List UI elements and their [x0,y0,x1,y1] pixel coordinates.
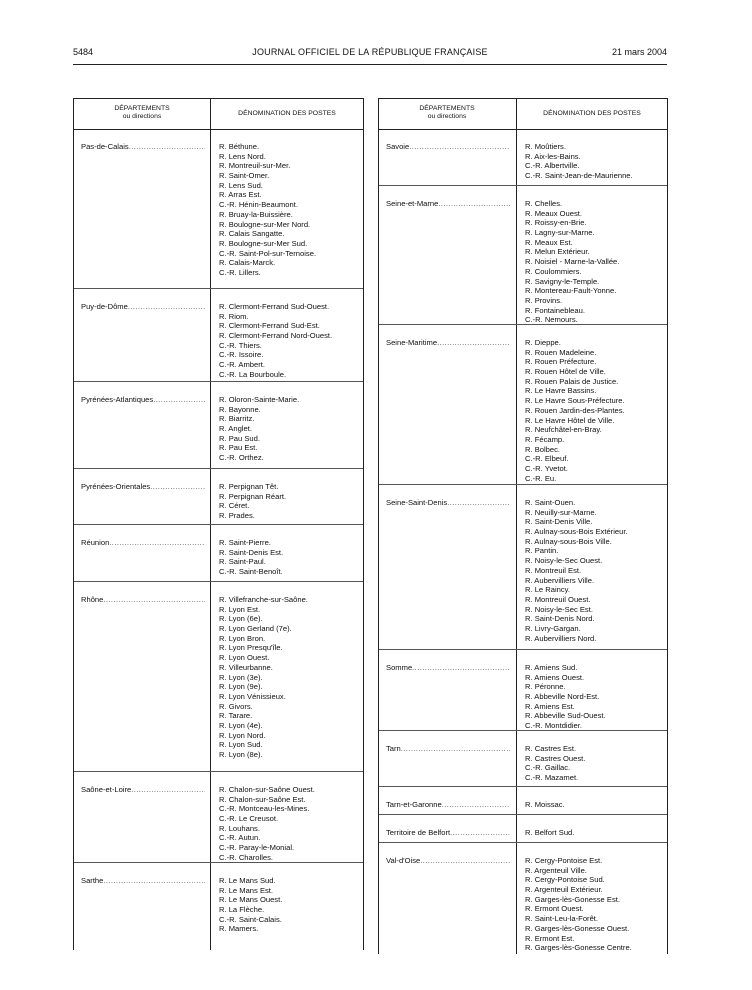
post-item: R. Abbeville Sud-Ouest. [525,711,606,721]
post-item: R. Amiens Sud. [525,663,578,672]
post-item: R. Perpignan Têt. [219,482,279,491]
post-item: R. Villefranche-sur-Saône. [219,595,308,604]
post-item: R. Le Mans Ouest. [219,895,283,905]
post-item: R. Rouen Palais de Justice. [525,376,619,386]
post-item: C.-R. La Bourboule. [219,369,287,379]
post-item: R. La Flèche. [219,905,265,915]
journal-title: JOURNAL OFFICIEL DE LA RÉPUBLIQUE FRANÇAISE [252,47,488,57]
post-item: R. Ermont Ouest. [525,904,584,914]
table-header [74,99,363,130]
post-item: R. Aubervilliers Nord. [525,633,597,643]
post-item: R. Garges-lès-Gonesse Ouest. [525,923,630,933]
post-item: C.-R. Saint-Calais. [219,914,282,924]
post-list [525,800,565,810]
post-item: C.-R. Eu. [525,473,557,483]
post-item: R. Tarare. [219,711,253,721]
post-item: R. Le Havre Bassins. [525,386,597,396]
post-list [219,785,315,863]
table-row [74,525,363,582]
publication-date: 21 mars 2004 [611,47,667,57]
post-item: R. Pantin. [525,546,559,556]
post-item: R. Coulommiers. [525,266,582,276]
department-name: Sarthe ..... [81,876,205,886]
post-list [219,876,282,934]
post-item: R. Aulnay-sous-Bois Ville. [525,536,612,546]
post-item: R. Abbeville Nord-Est. [525,692,600,702]
post-item: R. Chelles. [525,199,563,208]
post-item: R. Louhans. [219,823,260,833]
table-row [379,129,667,186]
post-item: R. Belfort Sud. [525,828,575,837]
post-item: R. Garges-lès-Gonesse Est. [525,894,620,904]
post-item: R. Chalon-sur-Saône Est. [219,794,306,804]
table-row [74,772,363,863]
post-item: R. Ermont Est. [525,933,575,943]
post-item: R. Roissy-en-Brie. [525,218,587,228]
post-item: R. Cergy-Pontoise Est. [525,856,603,865]
post-item: R. Amiens Ouest. [525,672,585,682]
department-name: Pyrénées-Orientales ..... [81,482,205,492]
post-item: R. Aulnay-sous-Bois Extérieur. [525,527,628,537]
post-item: C.-R. Albertville. [525,161,580,171]
post-item: R. Noisiel - Marne-la-Vallée. [525,257,620,267]
post-item: R. Rouen Madeleine. [525,347,597,357]
post-list [525,828,574,838]
department-name: Tarn ..... [386,744,510,754]
post-item: C.-R. Montdidier. [525,721,582,731]
post-item: R. Garges-lès-Gonesse Centre. [525,943,632,953]
post-item: C.-R. Orthez. [219,453,264,463]
post-item: R. Villeurbanne. [219,662,273,672]
post-item: C.-R. Saint-Jean-de-Maurienne. [525,171,633,181]
post-item: R. Argenteuil Ville. [525,865,587,875]
post-item: C.-R. Thiers. [219,340,262,350]
page-header [73,47,667,61]
post-item: R. Le Havre Sous-Préfecture. [525,396,625,406]
post-item: R. Mamers. [219,924,259,934]
department-name: Savoie ..... [386,142,510,152]
post-item: R. Bolbec. [525,444,561,454]
post-list [219,595,308,760]
post-item: R. Lagny-sur-Marne. [525,228,595,238]
post-item: R. Montreuil-sur-Mer. [219,161,291,171]
table-row [74,382,363,469]
post-item: R. Castres Est. [525,744,577,753]
post-item: R. Rouen Hôtel de Ville. [525,367,606,377]
post-item: C.-R. Charolles. [219,852,274,862]
post-item: R. Lyon Vénissieux. [219,691,286,701]
post-item: C.-R. Elbeuf. [525,454,569,464]
post-item: R. Le Mans Est. [219,885,274,895]
post-item: R. Bayonne. [219,404,261,414]
post-item: R. Lyon Ouest. [219,653,270,663]
department-name: Seine-et-Marne ..... [386,199,510,209]
post-item: R. Meaux Est. [525,237,573,247]
post-item: R. Melun Extérieur. [525,247,590,257]
post-item: R. Lyon Nord. [219,730,266,740]
post-item: C.-R. Saint-Pol-sur-Ternoise. [219,248,317,258]
post-item: R. Dieppe. [525,338,561,347]
post-item: R. Noisy-le-Sec Est. [525,604,593,614]
department-name: Saône-et-Loire ..... [81,785,205,795]
posts-column-header: DÉNOMINATION DES POSTES [238,110,336,117]
post-item: R. Castres Ouest. [525,753,586,763]
post-list [219,538,283,577]
post-item: R. Moûtiers. [525,142,566,151]
post-item: C.-R. Yvetot. [525,463,568,473]
post-item: R. Livry-Gargan. [525,623,581,633]
post-item: R. Aix-les-Bains. [525,151,581,161]
post-item: R. Clermont-Ferrand Sud-Est. [219,321,320,331]
page-number: 5484 [73,47,94,57]
post-item: R. Lyon (6e). [219,614,263,624]
post-item: R. Montereau-Fault-Yonne. [525,286,617,296]
post-item: R. Neuilly-sur-Marne. [525,507,597,517]
right-table [378,98,668,954]
post-item: C.-R. Ambert. [219,360,265,370]
post-item: R. Rouen Préfecture. [525,357,597,367]
department-name: Pyrénées-Atlantiques ..... [81,395,205,405]
post-item: R. Chalon-sur-Saône Ouest. [219,785,315,794]
post-item: R. Calais Sangatte. [219,229,285,239]
post-item: C.-R. Hénin-Beaumont. [219,200,298,210]
post-item: R. Fontainebleau. [525,305,585,315]
table-row [74,469,363,525]
post-item: R. Lyon Gerland (7e). [219,624,292,634]
post-item: R. Saint-Pierre. [219,538,271,547]
post-item: C.-R. Issoire. [219,350,264,360]
post-item: R. Saint-Ouen. [525,498,576,507]
post-list [525,142,633,181]
table-row [74,582,363,772]
post-item: C.-R. Montceau-les-Mines. [219,804,310,814]
post-item: C.-R. Mazamet. [525,773,579,783]
post-item: C.-R. Saint-Benoît. [219,567,283,577]
post-item: R. Céret. [219,501,250,511]
post-item: R. Noisy-le-Sec Ouest. [525,556,603,566]
post-item: R. Meaux Ouest. [525,208,582,218]
table-row [74,289,363,382]
post-item: R. Fécamp. [525,434,565,444]
post-item: R. Montreuil Ouest. [525,594,591,604]
post-item: R. Pau Est. [219,443,258,453]
post-item: C.-R. Gaillac. [525,763,571,773]
post-item: R. Saint-Denis Ville. [525,517,593,527]
post-item: R. Le Havre Hôtel de Ville. [525,415,615,425]
post-item: R. Riom. [219,311,249,321]
post-item: R. Lyon (4e). [219,720,263,730]
post-item: C.-R. Lillers. [219,267,261,277]
post-item: R. Lyon (9e). [219,682,263,692]
post-item: R. Saint-Omer. [219,171,270,181]
dept-column-header [74,105,210,121]
department-name: Rhône ..... [81,595,205,605]
posts-column-header: DÉNOMINATION DES POSTES [543,110,641,117]
post-item: R. Neufchâtel-en-Bray. [525,425,602,435]
post-item: R. Lyon Sud. [219,740,263,750]
table-row [379,485,667,650]
table-row [379,843,667,953]
post-list [525,663,606,731]
table-row [379,787,667,815]
post-item: R. Bruay-la-Buissière. [219,209,293,219]
post-list [525,744,585,783]
department-name: Val-d'Oise ..... [386,856,510,866]
post-item: C.-R. Le Creusot. [219,814,279,824]
header-rule [73,64,667,65]
post-item: R. Amiens Est. [525,701,575,711]
post-item: R. Saint-Denis Est. [219,547,284,557]
post-item: R. Montreuil Est. [525,565,582,575]
post-item: R. Boulogne-sur-Mer Sud. [219,238,308,248]
post-item: R. Givors. [219,701,253,711]
table-header [379,99,667,130]
post-item: R. Saint-Leu-la-Forêt. [525,914,599,924]
post-list [525,856,632,953]
post-item: R. Provins. [525,295,563,305]
post-item: R. Moissac. [525,800,565,809]
post-item: R. Béthune. [219,142,260,151]
department-name: Territoire de Belfort ..... [386,828,510,838]
post-item: R. Aubervilliers Ville. [525,575,595,585]
left-table [73,98,364,950]
dept-column-header [379,105,515,121]
table-row [74,129,363,289]
post-item: R. Oloron-Sainte-Marie. [219,395,300,404]
dept-header-label: DÉPARTEMENTS [419,105,475,112]
table-row [379,731,667,787]
post-item: R. Lyon Bron. [219,633,266,643]
post-list [525,498,628,643]
post-list [219,395,299,463]
table-row [74,863,363,949]
table-row [379,325,667,485]
post-item: R. Lens Nord. [219,151,266,161]
post-item: R. Boulogne-sur-Mer Nord. [219,219,311,229]
department-name: Tarn-et-Garonne ..... [386,800,510,810]
post-item: R. Arras Est. [219,190,262,200]
post-list [219,482,286,521]
post-item: R. Le Mans Sud. [219,876,276,885]
post-item: R. Pau Sud. [219,433,260,443]
post-item: R. Calais-Marck. [219,258,276,268]
department-name: Seine-Saint-Denis ..... [386,498,510,508]
table-row [379,186,667,325]
post-item: C.-R. Paray-le-Monial. [219,843,295,853]
post-item: R. Prades. [219,511,255,521]
department-name: Seine-Maritime ..... [386,338,510,348]
post-item: R. Lyon Presqu'île. [219,643,283,653]
post-item: C.-R. Nemours. [525,315,578,325]
post-list [219,142,316,278]
post-item: C.-R. Autun. [219,833,261,843]
table-row [379,815,667,843]
post-item: R. Saint-Denis Nord. [525,614,595,624]
post-item: R. Lyon Est. [219,604,261,614]
post-item: R. Perpignan Réart. [219,491,287,501]
department-name: Puy-de-Dôme ..... [81,302,205,312]
post-item: R. Péronne. [525,682,566,692]
dept-header-label: DÉPARTEMENTS [114,105,170,112]
post-item: R. Saint-Paul. [219,557,266,567]
post-list [525,199,619,325]
post-item: R. Clermont-Ferrand Sud-Ouest. [219,302,330,311]
post-item: R. Le Raincy. [525,585,571,595]
dept-header-sub: ou directions [122,113,162,120]
post-item: R. Anglet. [219,424,252,434]
post-item: R. Biarritz. [219,414,255,424]
post-list [525,338,625,483]
post-list [219,302,332,380]
post-item: R. Clermont-Ferrand Nord-Ouest. [219,331,333,341]
dept-header-sub: ou directions [427,113,467,120]
department-name: Réunion ..... [81,538,205,548]
post-item: R. Argenteuil Extérieur. [525,885,603,895]
department-name: Somme ..... [386,663,510,673]
post-item: R. Cergy-Pontoise Sud. [525,875,605,885]
post-item: R. Lens Sud. [219,180,263,190]
post-item: R. Rouen Jardin-des-Plantes. [525,405,625,415]
post-item: R. Lyon (8e). [219,750,263,759]
post-item: R. Savigny-le-Temple. [525,276,600,286]
department-name: Pas-de-Calais ..... [81,142,205,152]
table-row [379,650,667,731]
post-item: R. Lyon (3e). [219,672,263,682]
